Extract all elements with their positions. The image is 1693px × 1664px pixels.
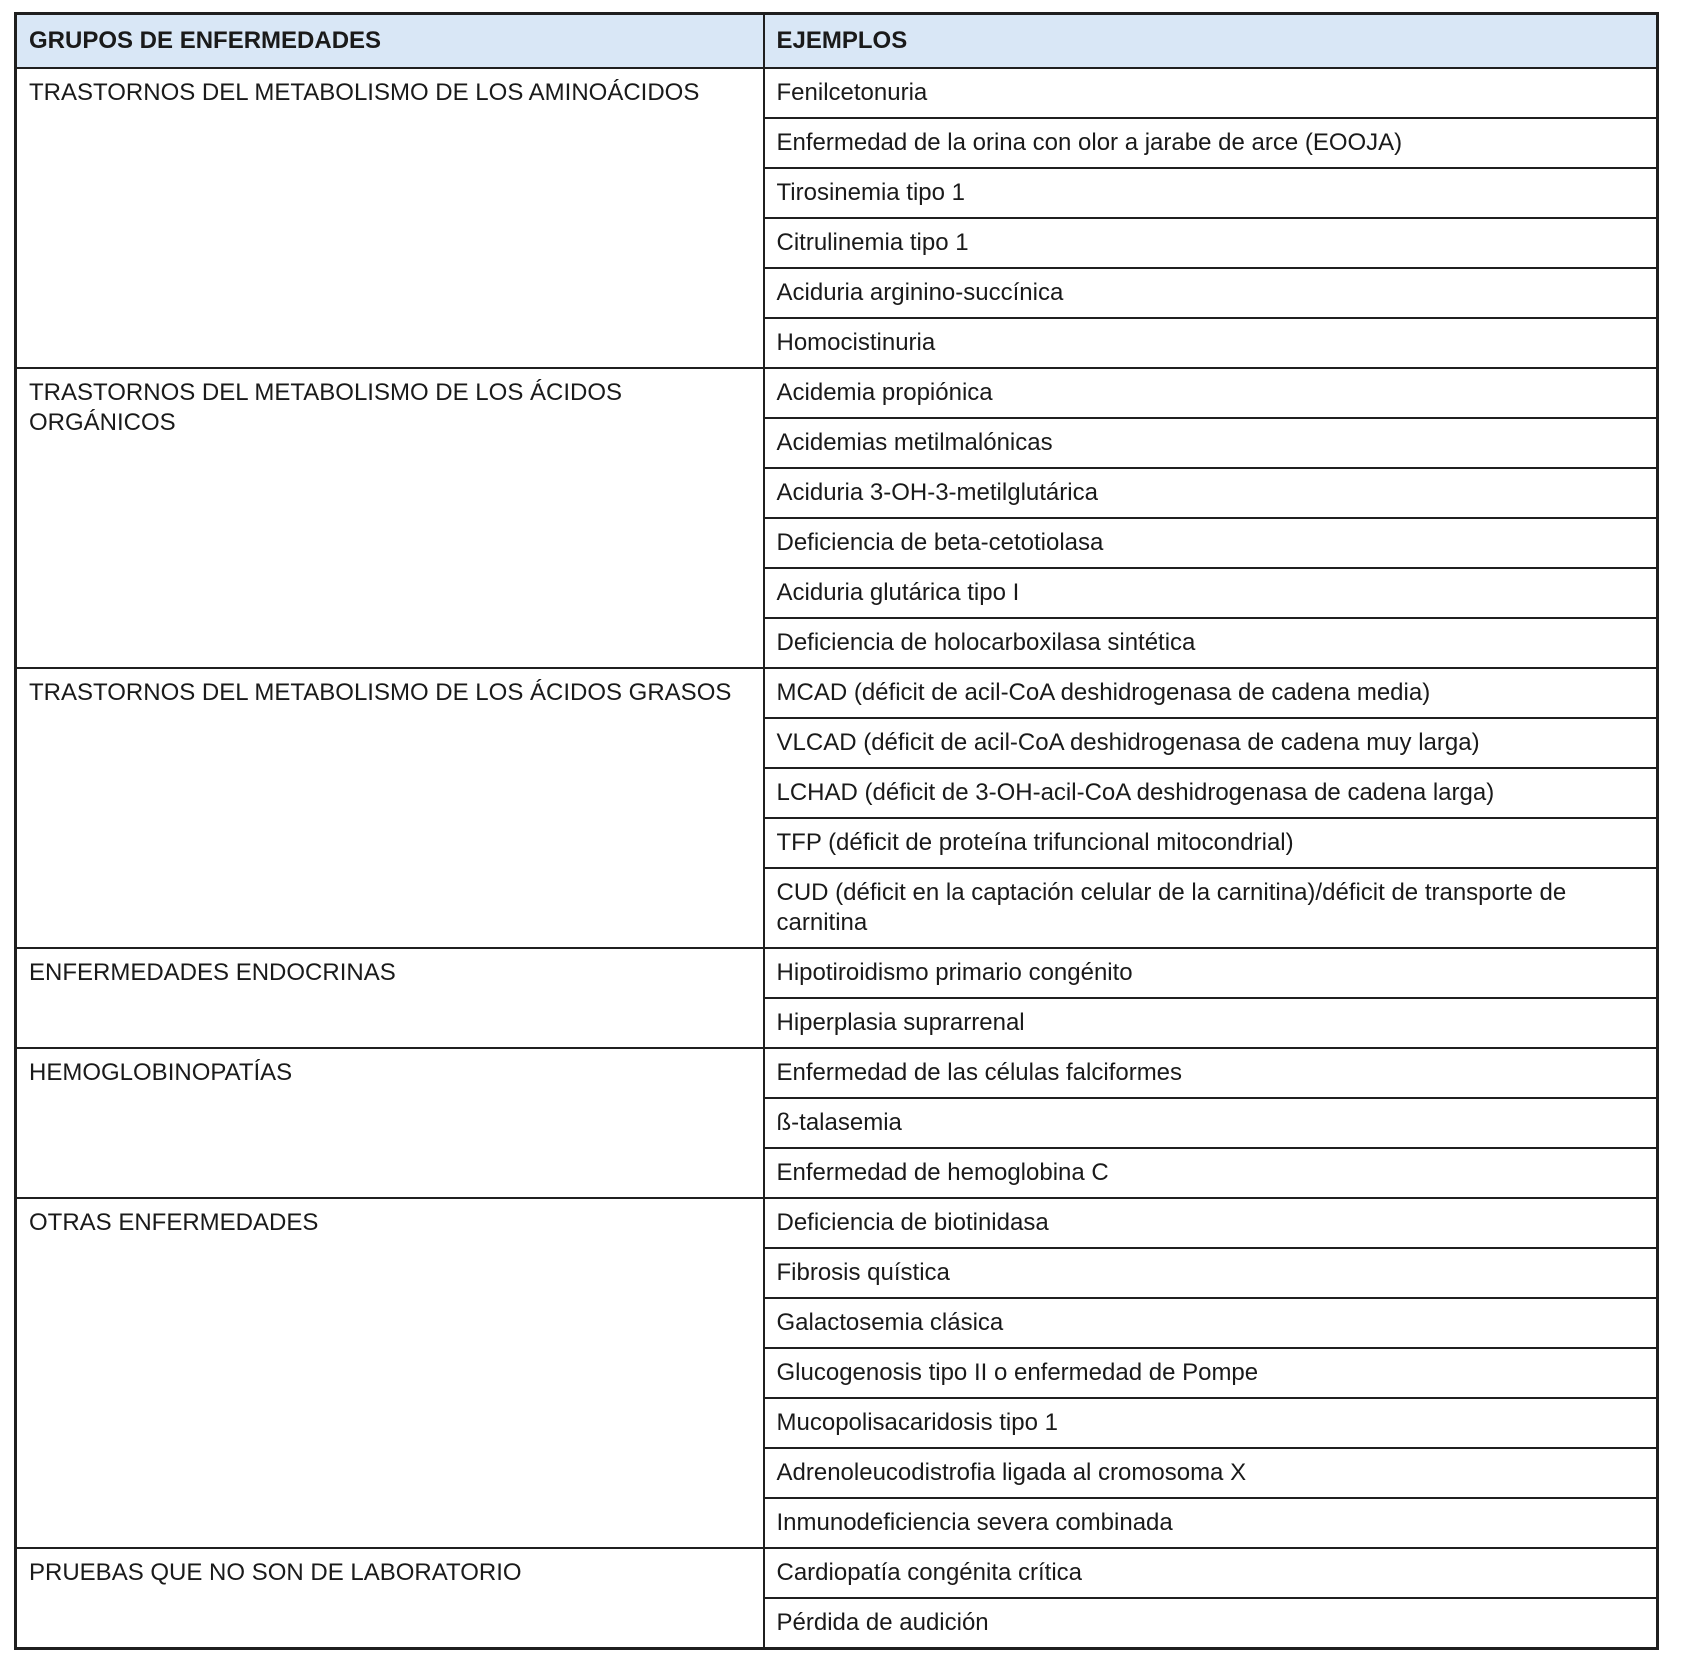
example-cell: Enfermedad de hemoglobina C bbox=[764, 1148, 1658, 1198]
example-cell: Hiperplasia suprarrenal bbox=[764, 998, 1658, 1048]
example-cell: Aciduria 3-OH-3-metilglutárica bbox=[764, 468, 1658, 518]
disease-table-body bbox=[16, 68, 1658, 1649]
example-cell: MCAD (déficit de acil-CoA deshidrogenasa de cadena media) bbox=[764, 668, 1658, 718]
example-cell: CUD (déficit en la captación celular de la carnitina)/déficit de transporte de carnitina bbox=[764, 868, 1658, 948]
table-row bbox=[16, 68, 1658, 118]
table-row bbox=[16, 948, 1658, 998]
example-cell: TFP (déficit de proteína trifuncional mitocondrial) bbox=[764, 818, 1658, 868]
example-cell: Citrulinemia tipo 1 bbox=[764, 218, 1658, 268]
example-cell: Mucopolisacaridosis tipo 1 bbox=[764, 1398, 1658, 1448]
example-cell: Deficiencia de holocarboxilasa sintética bbox=[764, 618, 1658, 668]
header-cell-groups: GRUPOS DE ENFERMEDADES bbox=[16, 14, 764, 69]
table-row bbox=[16, 368, 1658, 418]
group-name-cell: PRUEBAS QUE NO SON DE LABORATORIO bbox=[16, 1548, 764, 1649]
example-cell: Enfermedad de la orina con olor a jarabe de arce (EOOJA) bbox=[764, 118, 1658, 168]
group-name-cell: TRASTORNOS DEL METABOLISMO DE LOS ÁCIDOS GRASOS bbox=[16, 668, 764, 948]
table-row bbox=[16, 1048, 1658, 1098]
example-cell: Acidemia propiónica bbox=[764, 368, 1658, 418]
example-cell: VLCAD (déficit de acil-CoA deshidrogenasa de cadena muy larga) bbox=[764, 718, 1658, 768]
example-cell: Aciduria glutárica tipo I bbox=[764, 568, 1658, 618]
header-cell-examples: EJEMPLOS bbox=[764, 14, 1658, 69]
example-cell: Glucogenosis tipo II o enfermedad de Pompe bbox=[764, 1348, 1658, 1398]
example-cell: ß-talasemia bbox=[764, 1098, 1658, 1148]
example-cell: Hipotiroidismo primario congénito bbox=[764, 948, 1658, 998]
example-cell: Adrenoleucodistrofia ligada al cromosoma X bbox=[764, 1448, 1658, 1498]
group-name-cell: TRASTORNOS DEL METABOLISMO DE LOS ÁCIDOS ORGÁNICOS bbox=[16, 368, 764, 668]
example-cell: Pérdida de audición bbox=[764, 1598, 1658, 1649]
disease-table bbox=[14, 12, 1659, 1650]
example-cell: Enfermedad de las células falciformes bbox=[764, 1048, 1658, 1098]
example-cell: Fenilcetonuria bbox=[764, 68, 1658, 118]
group-name-cell: TRASTORNOS DEL METABOLISMO DE LOS AMINOÁCIDOS bbox=[16, 68, 764, 368]
group-name-cell: ENFERMEDADES ENDOCRINAS bbox=[16, 948, 764, 1048]
group-name-cell: HEMOGLOBINOPATÍAS bbox=[16, 1048, 764, 1198]
example-cell: LCHAD (déficit de 3-OH-acil-CoA deshidrogenasa de cadena larga) bbox=[764, 768, 1658, 818]
group-name-cell: OTRAS ENFERMEDADES bbox=[16, 1198, 764, 1548]
example-cell: Tirosinemia tipo 1 bbox=[764, 168, 1658, 218]
table-row bbox=[16, 668, 1658, 718]
example-cell: Cardiopatía congénita crítica bbox=[764, 1548, 1658, 1598]
example-cell: Deficiencia de beta-cetotiolasa bbox=[764, 518, 1658, 568]
table-row bbox=[16, 1548, 1658, 1598]
example-cell: Fibrosis quística bbox=[764, 1248, 1658, 1298]
example-cell: Homocistinuria bbox=[764, 318, 1658, 368]
header-row bbox=[16, 14, 1658, 69]
example-cell: Aciduria arginino-succínica bbox=[764, 268, 1658, 318]
table-row bbox=[16, 1198, 1658, 1248]
disease-table-header bbox=[16, 14, 1658, 69]
example-cell: Deficiencia de biotinidasa bbox=[764, 1198, 1658, 1248]
example-cell: Acidemias metilmalónicas bbox=[764, 418, 1658, 468]
example-cell: Galactosemia clásica bbox=[764, 1298, 1658, 1348]
example-cell: Inmunodeficiencia severa combinada bbox=[764, 1498, 1658, 1548]
